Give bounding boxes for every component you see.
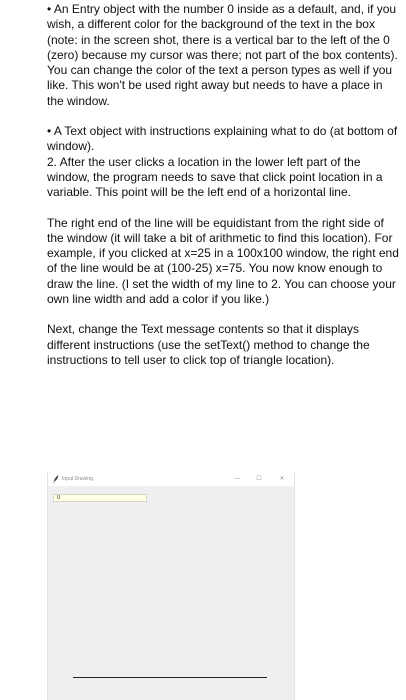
instruction-next-step: Next, change the Text message contents so that it displays different instructions (use the setText() method to change the instructions to tell user to click top of triangle location).: [47, 322, 370, 367]
instruction-bullet-entry: [47, 2, 399, 109]
instruction-text: An Entry object with the number 0 inside as a default, and, if you wish, a different color for the background of the text in the box (note: in the screen shot, there is a vertical bar to the left of the 0 (zero) because my cursor was there; not part of the box contents). You can change the color of the text a person types as well if you like. This won't be used right away but needs to have a place in the window.: [47, 2, 398, 108]
instruction-text: A Text object with instructions explaining what to do (at bottom of window).: [47, 124, 398, 154]
maximize-button[interactable]: ☐: [256, 476, 262, 482]
instruction-document: [47, 2, 399, 368]
instruction-step-2: 2. After the user clicks a location in the lower left part of the window, the program needs to save that click point location in a variable. This point will be the left end of a horizontal line.: [47, 154, 383, 200]
minimize-button[interactable]: —: [234, 476, 240, 482]
close-button[interactable]: ✕: [279, 476, 285, 482]
window-title: Input Drawing: [62, 476, 93, 482]
number-entry[interactable]: [53, 494, 147, 502]
window-titlebar[interactable]: [48, 472, 294, 486]
input-drawing-window: [47, 472, 295, 700]
instruction-bullet-text-object: [47, 124, 399, 200]
drawn-horizontal-line: [73, 677, 267, 678]
bullet-marker: •: [47, 2, 52, 16]
bullet-marker: •: [47, 124, 52, 139]
feather-icon: [53, 475, 59, 483]
instruction-line-end: The right end of the line will be equidistant from the right side of the window (it will take a bit of arithmetic to find this location). For example, if you clicked at x=25 in a 100x100 window, the right end of the line would be at (100-25) x=75. You now know enough to draw the line. (I set the width of my line to 2. You can choose your own line width and add a color if you like.): [47, 215, 399, 307]
